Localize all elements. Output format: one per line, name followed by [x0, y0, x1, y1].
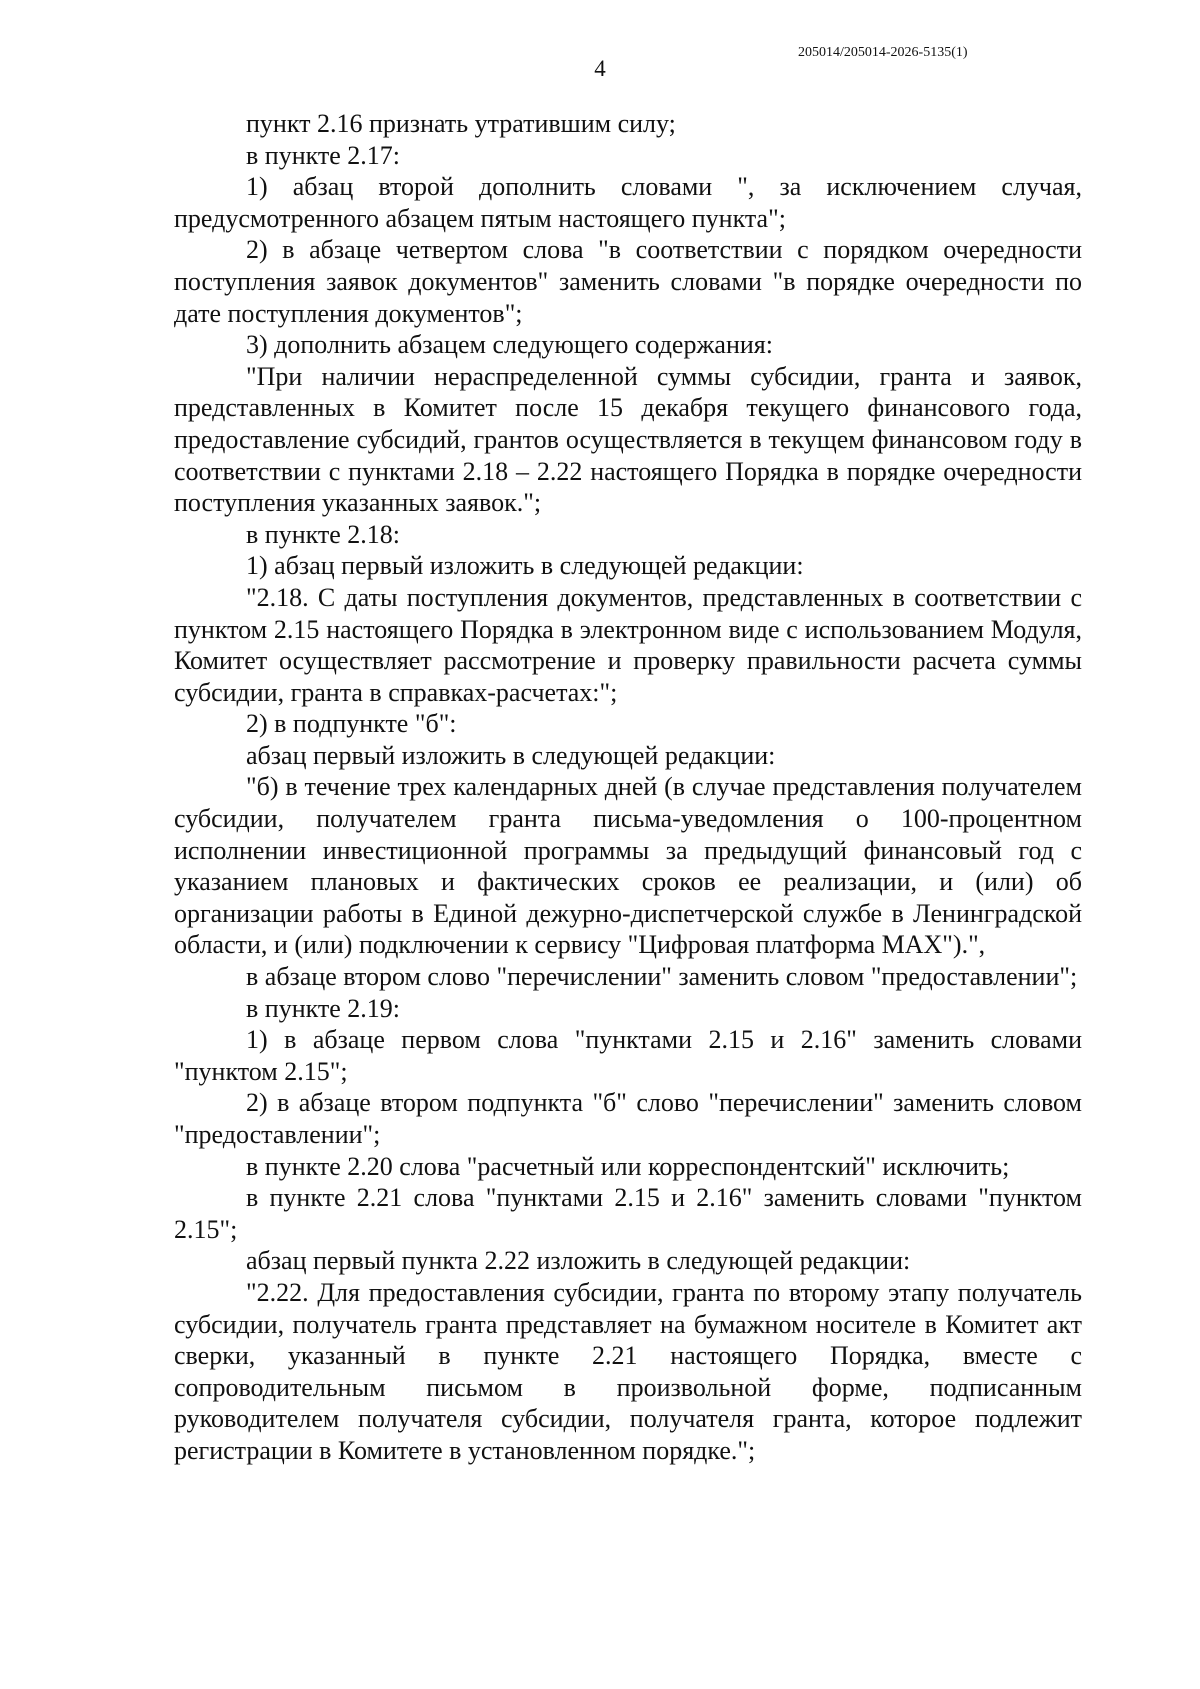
paragraph: 3) дополнить абзацем следующего содержания: [246, 330, 773, 360]
paragraph: в пункте 2.21 слова "пунктами 2.15 и 2.16" заменить словами "пунктом 2.15"; [174, 1183, 1082, 1244]
document-body [174, 108, 1082, 1467]
paragraph: 1) абзац второй дополнить словами ", за исключением случая, предусмотренного абзацем пятым настоящего пункта"; [174, 172, 1082, 233]
paragraph: в абзаце втором слово "перечислении" заменить словом "предоставлении"; [246, 962, 1078, 992]
paragraph: "При наличии нераспределенной суммы субсидии, гранта и заявок, представленных в Комитет после 15 декабря текущего финансового года, предоставление субсидий, грантов осуществляется в текущем финансовом году в соответствии с пунктами 2.18 – 2.22 настоящего Порядка в порядке очередности поступления указанных заявок."; [174, 361, 1082, 518]
paragraph: "2.18. С даты поступления документов, представленных в соответствии с пунктом 2.15 настоящего Порядка в электронном виде с использованием Модуля, Комитет осуществляет рассмотрение и проверку правильности расчета суммы субсидии, гранта в справках-расчетах:"; [174, 582, 1082, 707]
paragraph: "2.22. Для предоставления субсидии, гранта по второму этапу получатель субсидии, получатель гранта представляет на бумажном носителе в Комитет акт сверки, указанный в пункте 2.21 настоящего Порядка, вместе с сопроводительным письмом в произвольной форме, подписанным руководителем получателя субсидии, получателя гранта, которое подлежит регистрации в Комитете в установленном порядке."; [174, 1277, 1082, 1465]
paragraph: 1) абзац первый изложить в следующей редакции: [246, 551, 804, 581]
paragraph: в пункте 2.20 слова "расчетный или корреспондентский" исключить; [246, 1151, 1010, 1181]
paragraph: 1) в абзаце первом слова "пунктами 2.15 и 2.16" заменить словами "пунктом 2.15"; [174, 1025, 1082, 1086]
paragraph: абзац первый изложить в следующей редакции: [246, 740, 776, 770]
page-number: 4 [594, 56, 606, 81]
paragraph: пункт 2.16 признать утратившим силу; [246, 109, 676, 138]
paragraph: "б) в течение трех календарных дней (в случае представления получателем субсидии, получателем гранта письма-уведомления о 100-процентном исполнении инвестиционной программы за предыдущий финансовый год с указанием плановых и фактических сроков ее реализации, и (или) об организации работы в Единой дежурно-диспетчерской службе в Ленинградской области, и (или) подключении к сервису "Цифровая платформа MAX").", [174, 772, 1082, 960]
paragraph: в пункте 2.19: [246, 993, 401, 1023]
paragraph: 2) в абзаце втором подпункта "б" слово "перечислении" заменить словом "предоставлении"; [174, 1088, 1082, 1149]
paragraph: в пункте 2.17: [246, 140, 401, 170]
paragraph: 2) в абзаце четвертом слова "в соответствии с порядком очередности поступления заявок документов" заменить словами "в порядке очередности по дате поступления документов"; [174, 235, 1082, 328]
paragraph: 2) в подпункте "б": [246, 709, 457, 739]
paragraph: в пункте 2.18: [246, 519, 401, 549]
document-code: 205014/205014-2026-5135(1) [798, 45, 968, 60]
paragraph: абзац первый пункта 2.22 изложить в следующей редакции: [246, 1246, 911, 1276]
